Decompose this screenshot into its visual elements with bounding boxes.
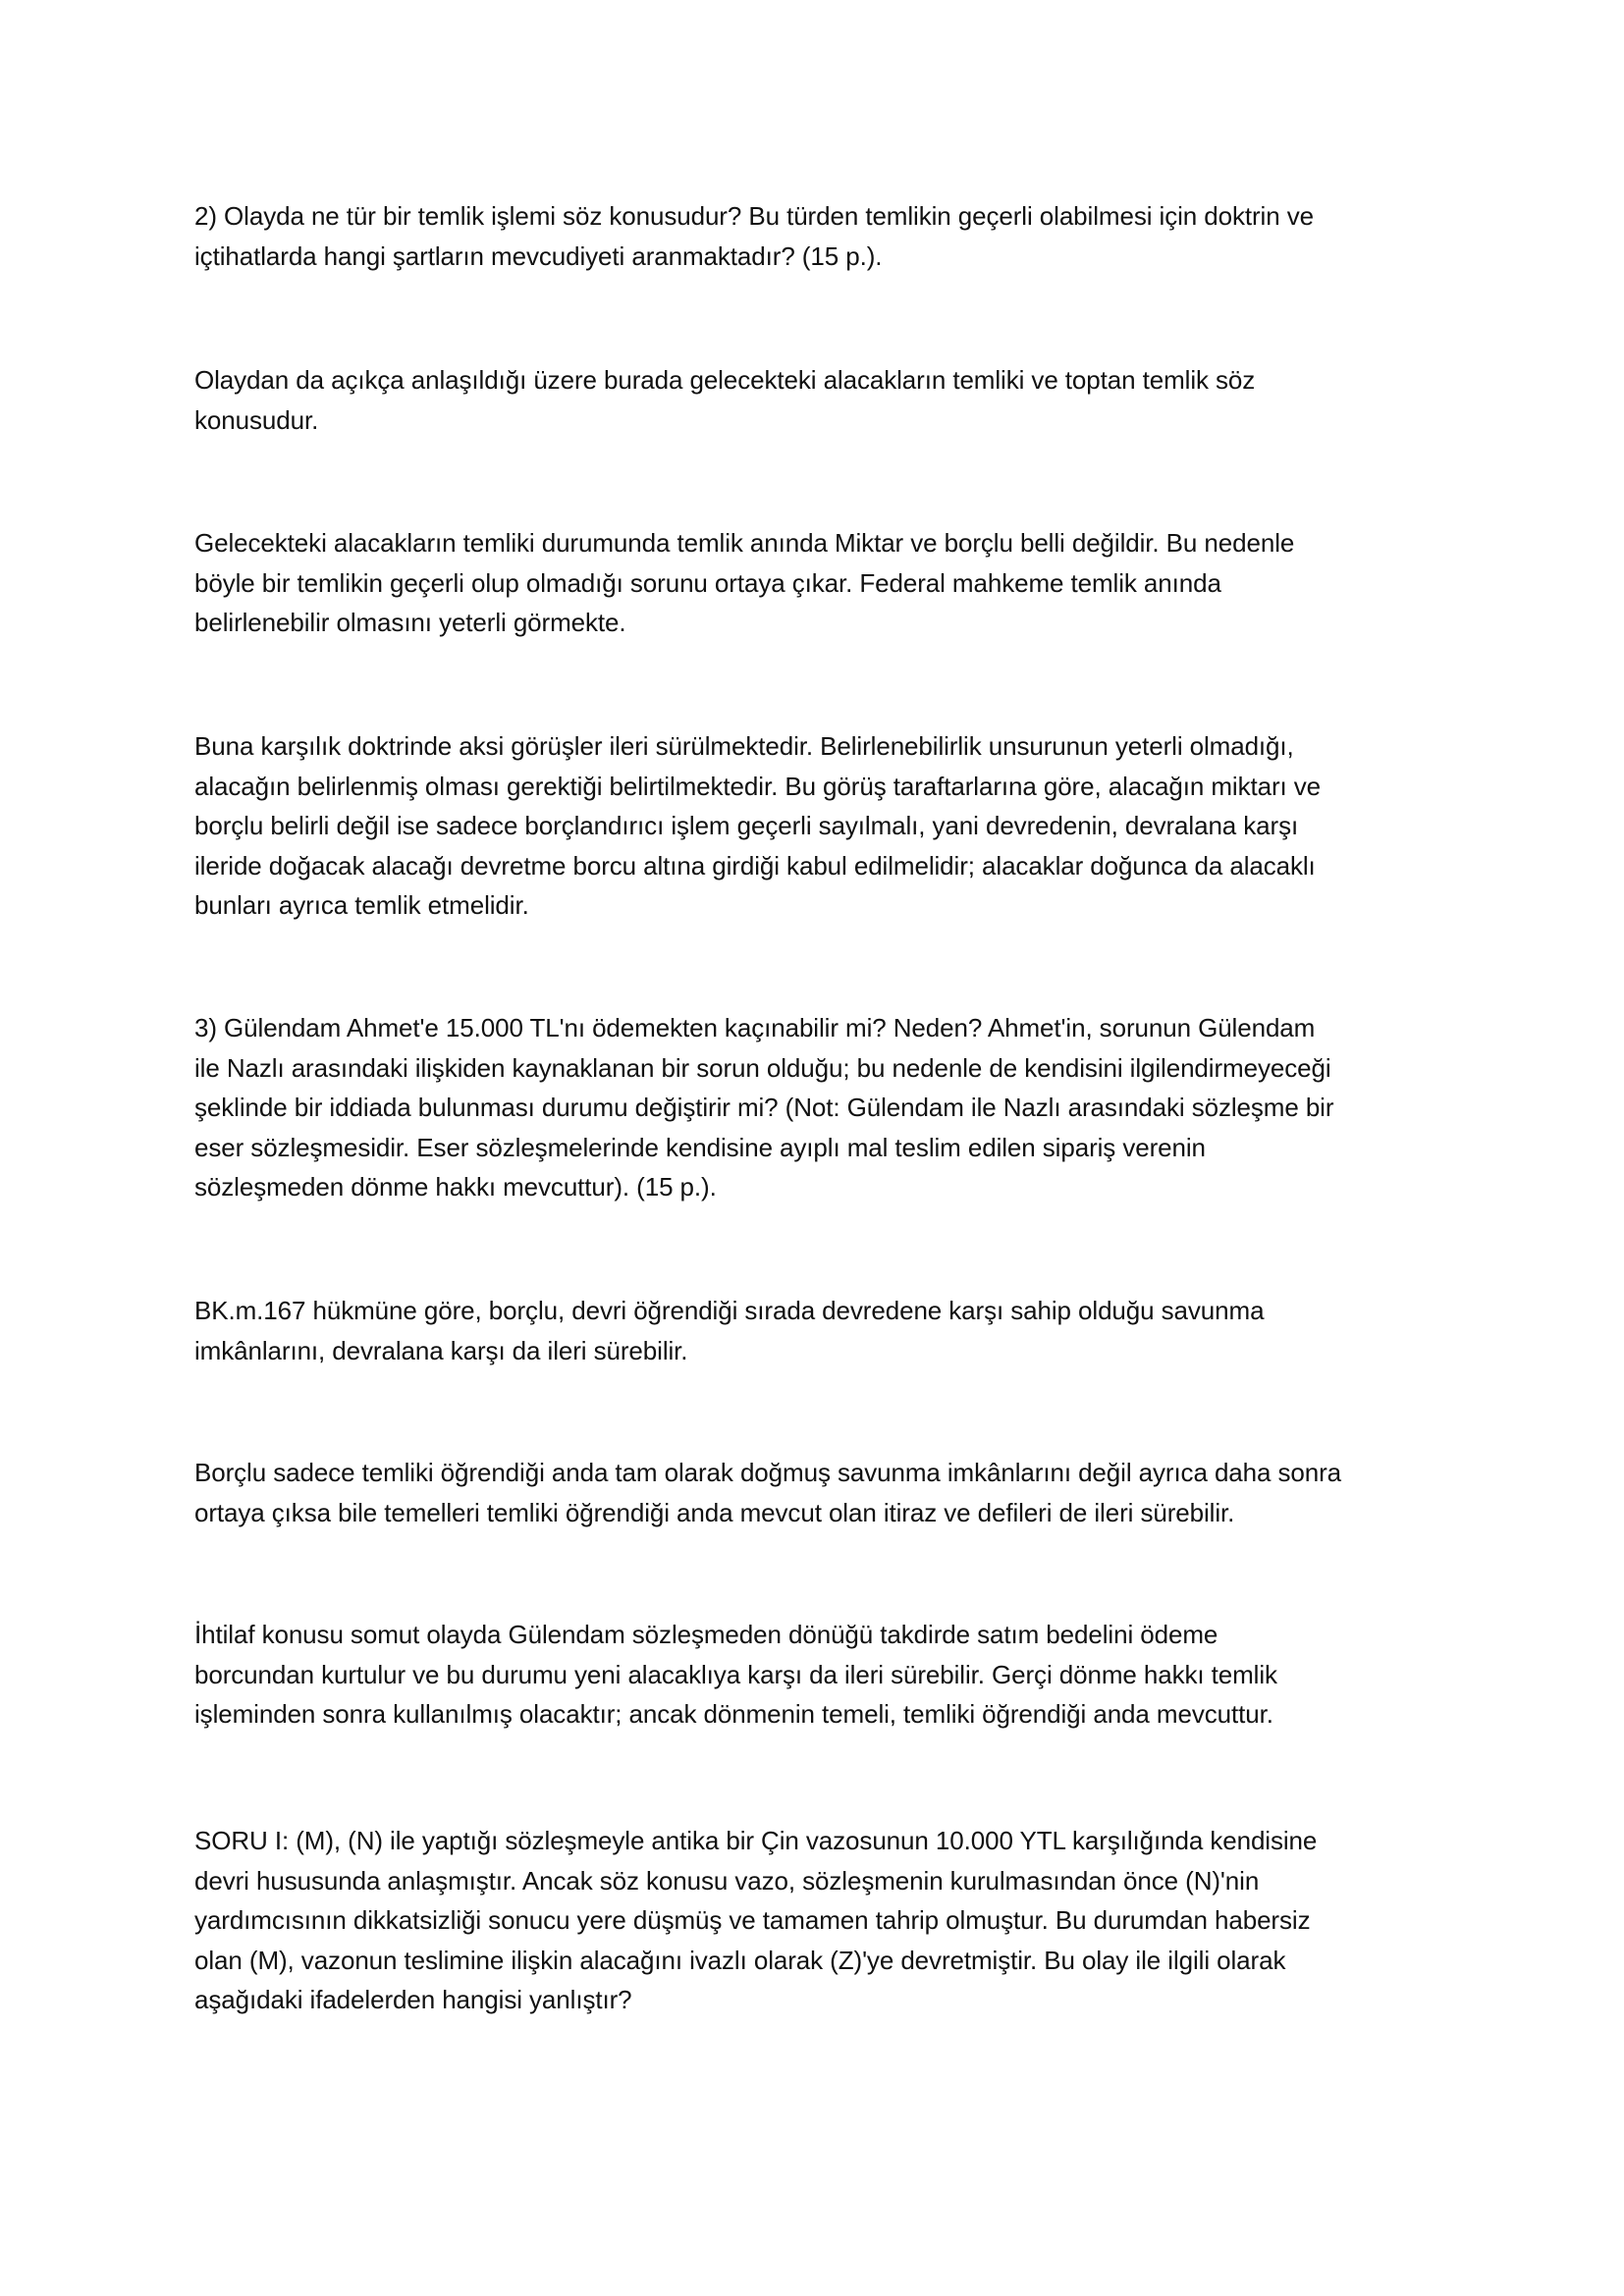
text-line: Borçlu sadece temliki öğrendiği anda tam olarak doğmuş savunma imkânlarını değil ayrıca daha sonra xyxy=(194,1458,1342,1487)
text-line: şeklinde bir iddiada bulunması durumu değiştirir mi? (Not: Gülendam ile Nazlı arasındaki sözleşme bir xyxy=(194,1093,1334,1122)
paragraph xyxy=(194,1821,1471,2020)
text-line: 2) Olayda ne tür bir temlik işlemi söz konusudur? Bu türden temlikin geçerli olabilmesi için doktrin ve xyxy=(194,201,1314,231)
text-line: BK.m.167 hükmüne göre, borçlu, devri öğrendiği sırada devredene karşı sahip olduğu savunma xyxy=(194,1296,1265,1325)
paragraph xyxy=(194,1291,1471,1370)
paragraph xyxy=(194,523,1471,643)
text-line: ortaya çıksa bile temelleri temliki öğrendiği anda mevcut olan itiraz ve defileri de ileri sürebilir. xyxy=(194,1497,1235,1527)
text-line: Buna karşılık doktrinde aksi görüşler ileri sürülmektedir. Belirlenebilirlik unsurunun yeterli olmadığı, xyxy=(194,731,1294,761)
text-line: İhtilaf konusu somut olayda Gülendam sözleşmeden dönüğü takdirde satım bedelini ödeme xyxy=(194,1620,1218,1649)
text-line: böyle bir temlikin geçerli olup olmadığı sorunu ortaya çıkar. Federal mahkeme temlik anında xyxy=(194,567,1221,598)
text-line: 3) Gülendam Ahmet'e 15.000 TL'nı ödemekten kaçınabilir mi? Neden? Ahmet'in, sorunun Gülendam xyxy=(194,1013,1316,1042)
text-line: eser sözleşmesidir. Eser sözleşmelerinde kendisine ayıplı mal teslim edilen sipariş verenin xyxy=(194,1132,1206,1162)
text-line: yardımcısının dikkatsizliği sonucu yere düşmüş ve tamamen tahrip olmuştur. Bu durumdan habersiz xyxy=(194,1905,1311,1935)
text-line: Gelecekteki alacakların temliki durumunda temlik anında Miktar ve borçlu belli değildir. Bu nedenle xyxy=(194,528,1295,558)
text-line: borçlu belirli değil ise sadece borçlandırıcı işlem geçerli sayılmalı, yani devredenin, devralana karşı xyxy=(194,811,1299,840)
text-line: ile Nazlı arasındaki ilişkiden kaynaklanan bir sorun olduğu; bu nedenle de kendisini ilgilendirmeyeceği xyxy=(194,1052,1331,1083)
text-line: imkânlarını, devralana karşı da ileri sürebilir. xyxy=(194,1335,688,1365)
text-line: SORU I: (M), (N) ile yaptığı sözleşmeyle antika bir Çin vazosunun 10.000 YTL karşılığında kendisine xyxy=(194,1826,1318,1855)
text-line: aşağıdaki ifadelerden hangisi yanlıştır? xyxy=(194,1985,632,2014)
text-line: içtihatlarda hangi şartların mevcudiyeti aranmaktadır? (15 p.). xyxy=(194,240,883,271)
paragraph xyxy=(194,1615,1471,1735)
text-line: sözleşmeden dönme hakkı mevcuttur). (15 p.). xyxy=(194,1172,717,1201)
text-line: alacağın belirlenmiş olması gerektiği belirtilmektedir. Bu görüş taraftarlarına göre, alacağın miktarı ve xyxy=(194,771,1322,801)
paragraph xyxy=(194,1008,1471,1207)
text-line: bunları ayrıca temlik etmelidir. xyxy=(194,890,529,920)
text-line: borcundan kurtulur ve bu durumu yeni alacaklıya karşı da ileri sürebilir. Gerçi dönme hakkı temlik xyxy=(194,1659,1277,1689)
text-line: belirlenebilir olmasını yeterli görmekte. xyxy=(194,608,626,637)
text-line: Olaydan da açıkça anlaşıldığı üzere burada gelecekteki alacakların temliki ve toptan temlik söz xyxy=(194,365,1256,395)
paragraph xyxy=(194,1453,1471,1532)
paragraph xyxy=(194,726,1471,926)
text-line: olan (M), vazonun teslimine ilişkin alacağını ivazlı olarak (Z)'ye devretmiştir. Bu olay ile ilgili olarak xyxy=(194,1945,1286,1975)
text-line: işleminden sonra kullanılmış olacaktır; ancak dönmenin temeli, temliki öğrendiği anda mevcuttur. xyxy=(194,1699,1273,1729)
paragraph xyxy=(194,360,1471,440)
text-line: devri hususunda anlaşmıştır. Ancak söz konusu vazo, sözleşmenin kurulmasından önce (N)'nin xyxy=(194,1865,1260,1896)
text-line: ileride doğacak alacağı devretme borcu altına girdiği kabul edilmelidir; alacaklar doğunca da alacaklı xyxy=(194,850,1316,881)
paragraph xyxy=(194,196,1471,276)
text-line: konusudur. xyxy=(194,404,319,435)
